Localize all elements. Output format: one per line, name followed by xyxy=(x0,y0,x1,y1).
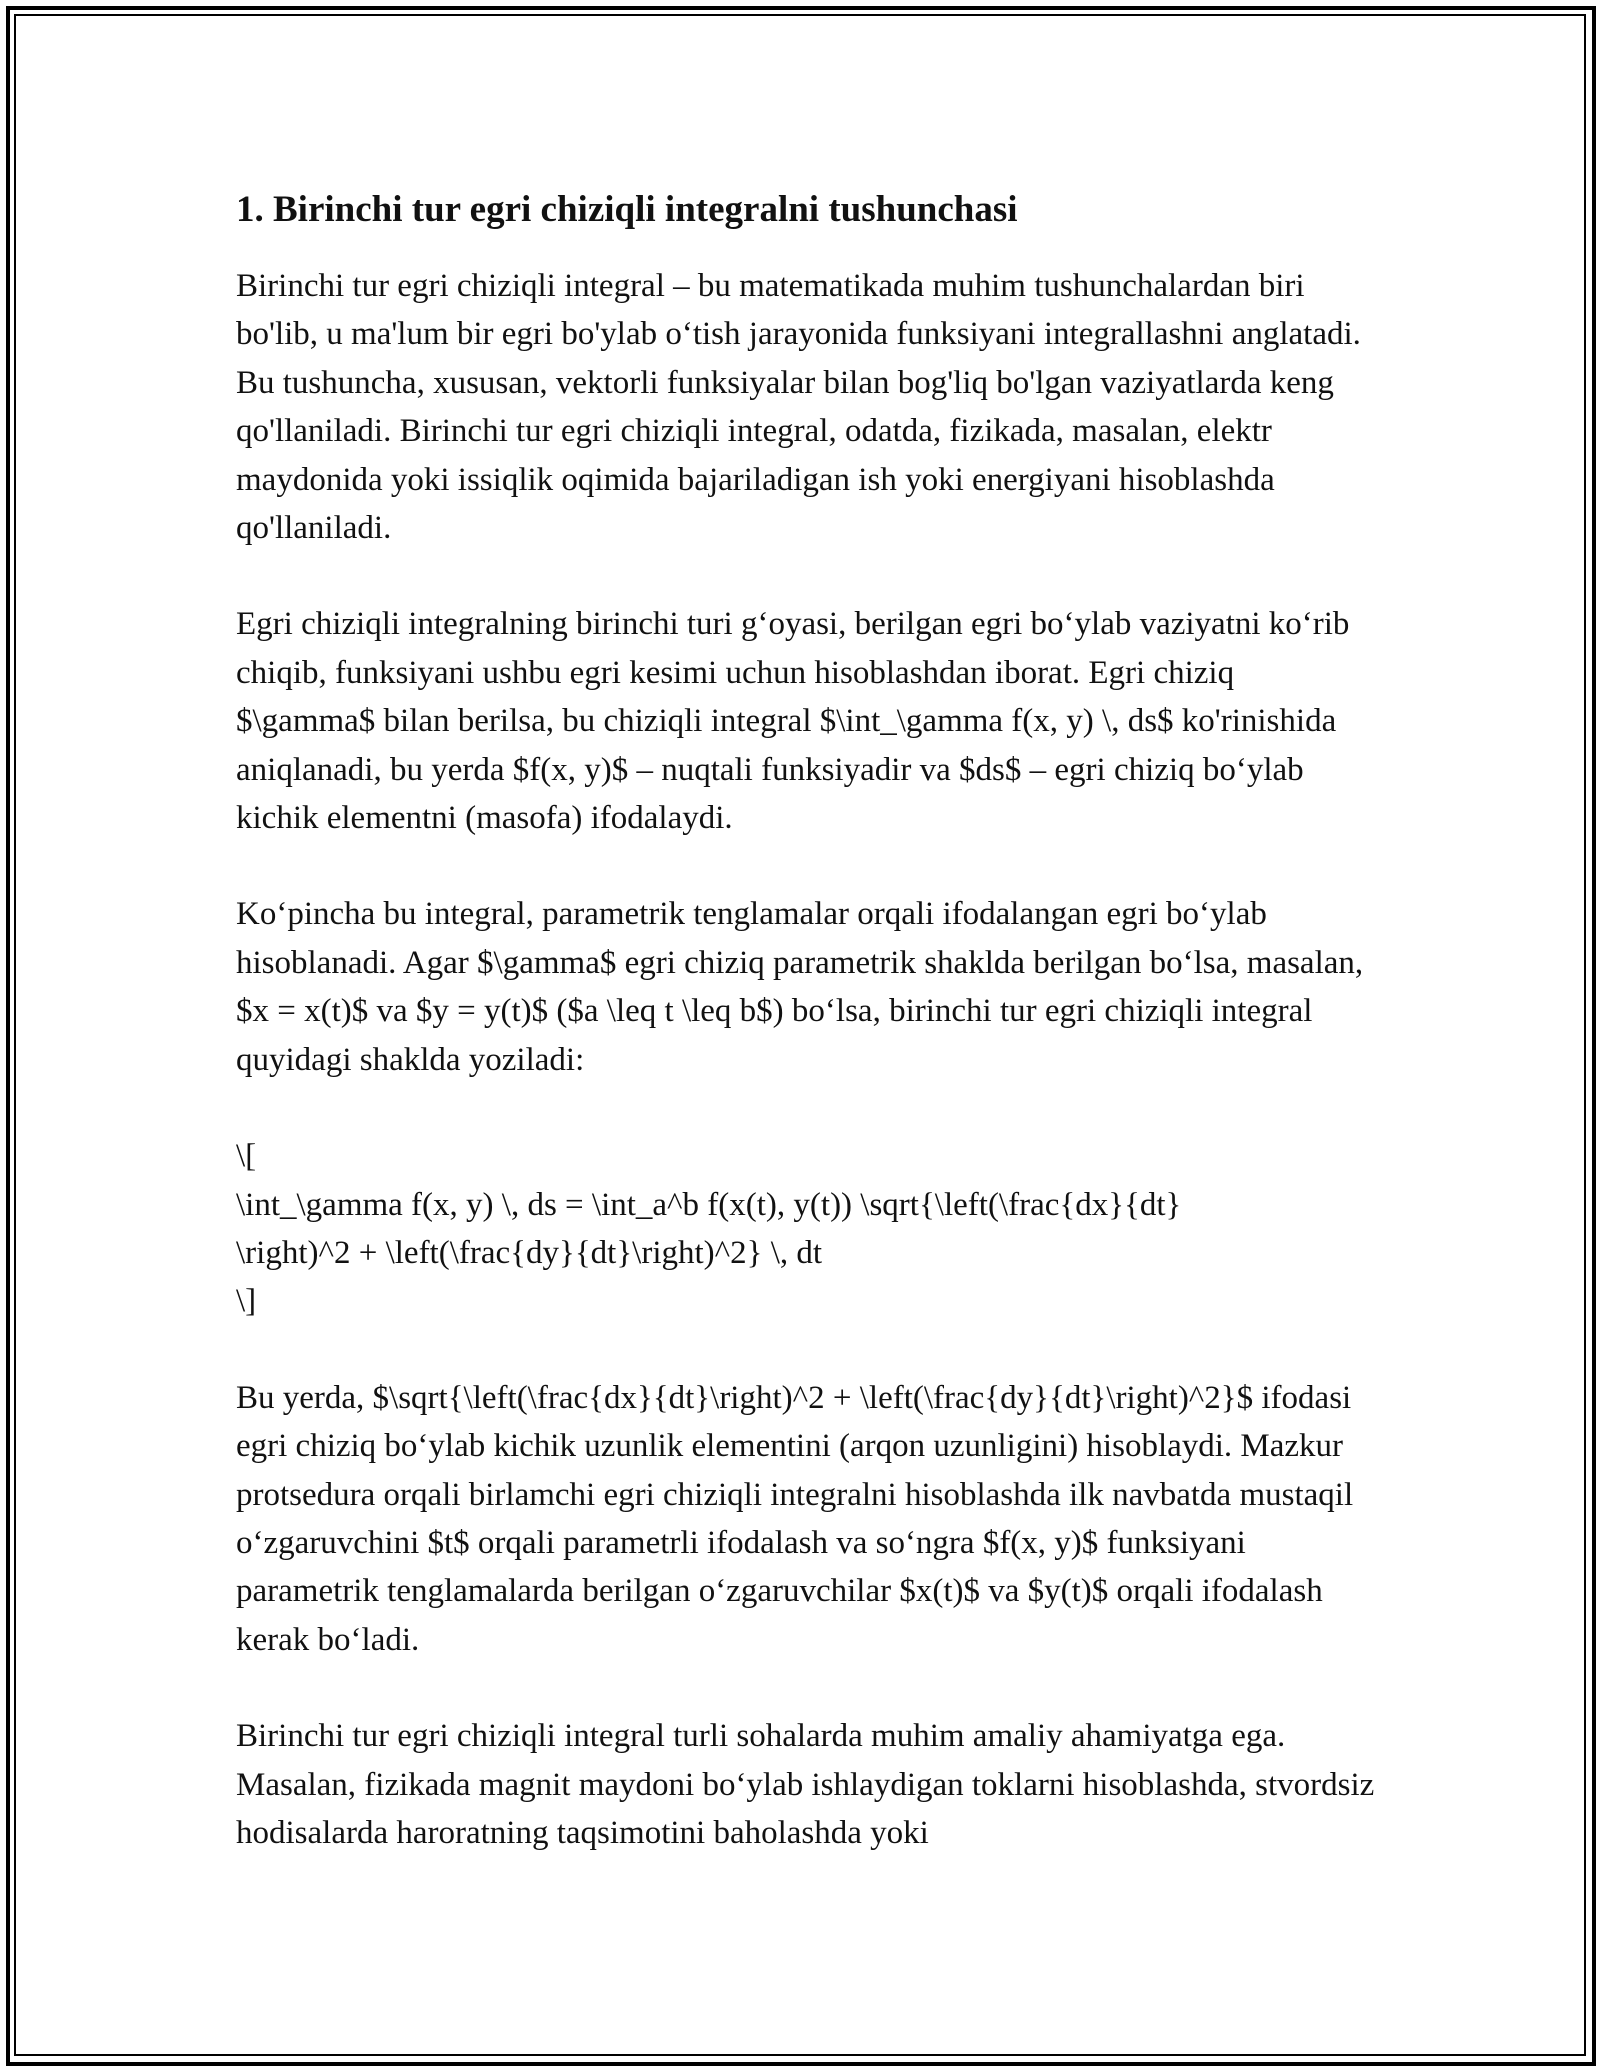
section-heading: 1. Birinchi tur egri chiziqli integralni tushunchasi xyxy=(236,189,1018,230)
paragraph-definition: Egri chiziqli integralning birinchi turi g‘oyasi, berilgan egri bo‘ylab vaziyatni ko‘rib chiqib, funksiyani ushbu egri kesimi uchun hisoblashdan iborat. Egri chiziq $\gamma$ bilan berilsa, bu chiziqli integral $\int_\gamma f(x, y) \, ds$ ko'rinishida aniqlanadi, bu yerda $f(x, y)$ – nuqtali funksiyadir va $ds$ – egri chiziq bo‘ylab kichik elementni (masofa) ifodalaydi. xyxy=(236,606,1350,837)
formula-line: \right)^2 + \left(\frac{dy}{dt}\right)^2} \, dt xyxy=(236,1234,823,1271)
paragraph-applications: Birinchi tur egri chiziqli integral turli sohalarda muhim amaliy ahamiyatga ega. Masalan, fizikada magnit maydoni bo‘ylab ishlaydigan toklarni hisoblashda, stvordsiz hodisalarda haroratning taqsimotini baholashda yoki xyxy=(236,1718,1375,1851)
paragraph-explanation: Bu yerda, $\sqrt{\left(\frac{dx}{dt}\right)^2 + \left(\frac{dy}{dt}\right)^2}$ ifodasi egri chiziq bo‘ylab kichik uzunlik elementini (arqon uzunligini) hisoblaydi. Mazkur protsedura orqali birlamchi egri chiziqli integralni hisoblashda ilk navbatda mustaqil o‘zgaruvchini $t$ orqali parametrli ifodalash va so‘ngra $f(x, y)$ funksiyani parametrik tenglamalarda berilgan o‘zgaruvchilar $x(t)$ va $y(t)$ orqali ifodalash kerak bo‘ladi. xyxy=(236,1379,1354,1658)
paragraph-parametric: Ko‘pincha bu integral, parametrik tenglamalar orqali ifodalangan egri bo‘ylab hisoblanadi. Agar $\gamma$ egri chiziq parametrik shaklda berilgan bo‘lsa, masalan, $x = x(t)$ va $y = y(t)$ ($a \leq t \leq b$) bo‘lsa, birinchi tur egri chiziqli integral quyidagi shaklda yoziladi: xyxy=(236,896,1364,1078)
paragraph-intro: Birinchi tur egri chiziqli integral – bu matematikada muhim tushunchalardan biri bo'lib, u ma'lum bir egri bo'ylab o‘tish jarayonida funksiyani integrallashni anglatadi. Bu tushuncha, xususan, vektorli funksiyalar bilan bog'liq bo'lgan vaziyatlarda keng qo'llaniladi. Birinchi tur egri chiziqli integral, odatda, fizikada, masalan, elektr maydonida yoki issiqlik oqimida bajariladigan ish yoki energiyani hisoblashda qo'llaniladi. xyxy=(236,268,1361,547)
formula-line: \] xyxy=(236,1283,257,1320)
document-body xyxy=(236,186,1376,1905)
formula-line: \int_\gamma f(x, y) \, ds = \int_a^b f(x(t), y(t)) \sqrt{\left(\frac{dx}{dt} xyxy=(236,1186,1182,1223)
formula-line: \[ xyxy=(236,1138,257,1175)
formula-block xyxy=(236,1132,1376,1326)
